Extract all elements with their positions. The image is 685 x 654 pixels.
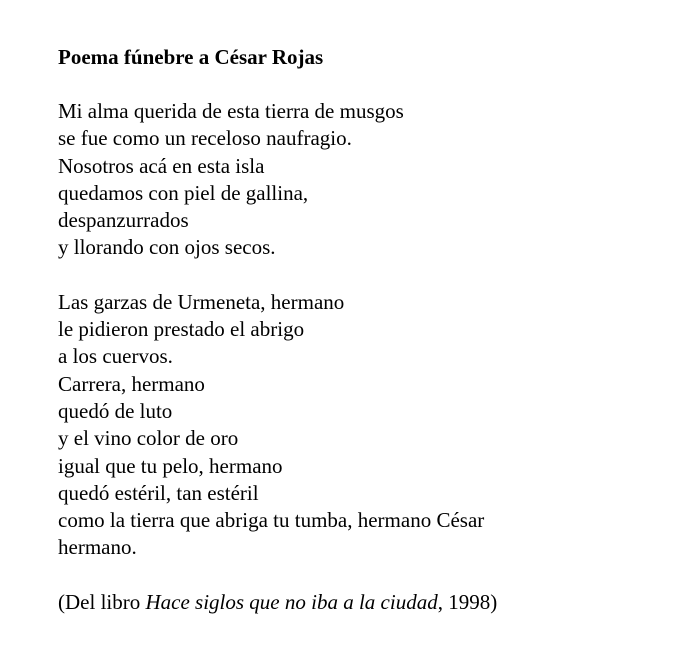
poem-line: quedamos con piel de gallina,: [58, 180, 309, 205]
stanza-1: [58, 98, 658, 262]
poem-line: Carrera, hermano: [58, 371, 205, 396]
source-citation: [58, 589, 658, 616]
poem-line: se fue como un receloso naufragio.: [58, 126, 352, 151]
stanza-2: [58, 289, 658, 562]
source-prefix: (Del libro: [58, 589, 146, 614]
poem-line: y el vino color de oro: [58, 426, 239, 451]
poem-line: y llorando con ojos secos.: [58, 235, 276, 260]
poem-page: [58, 44, 658, 616]
poem-title: Poema fúnebre a César Rojas: [58, 45, 324, 69]
poem-line: Nosotros acá en esta isla: [58, 153, 265, 178]
poem-line: a los cuervos.: [58, 344, 173, 369]
poem-line: despanzurrados: [58, 208, 189, 233]
poem-line: le pidieron prestado el abrigo: [58, 317, 305, 342]
poem-line: Mi alma querida de esta tierra de musgos: [58, 99, 404, 123]
source-suffix: , 1998): [437, 589, 498, 614]
poem-line: como la tierra que abriga tu tumba, hermano César: [58, 508, 485, 533]
poem-line: Las garzas de Urmeneta, hermano: [58, 289, 345, 314]
poem-line: hermano.: [58, 535, 137, 560]
source-book-title: Hace siglos que no iba a la ciudad: [145, 589, 438, 614]
poem-line: quedó estéril, tan estéril: [58, 480, 259, 505]
poem-line: quedó de luto: [58, 398, 173, 423]
poem-line: igual que tu pelo, hermano: [58, 453, 283, 478]
